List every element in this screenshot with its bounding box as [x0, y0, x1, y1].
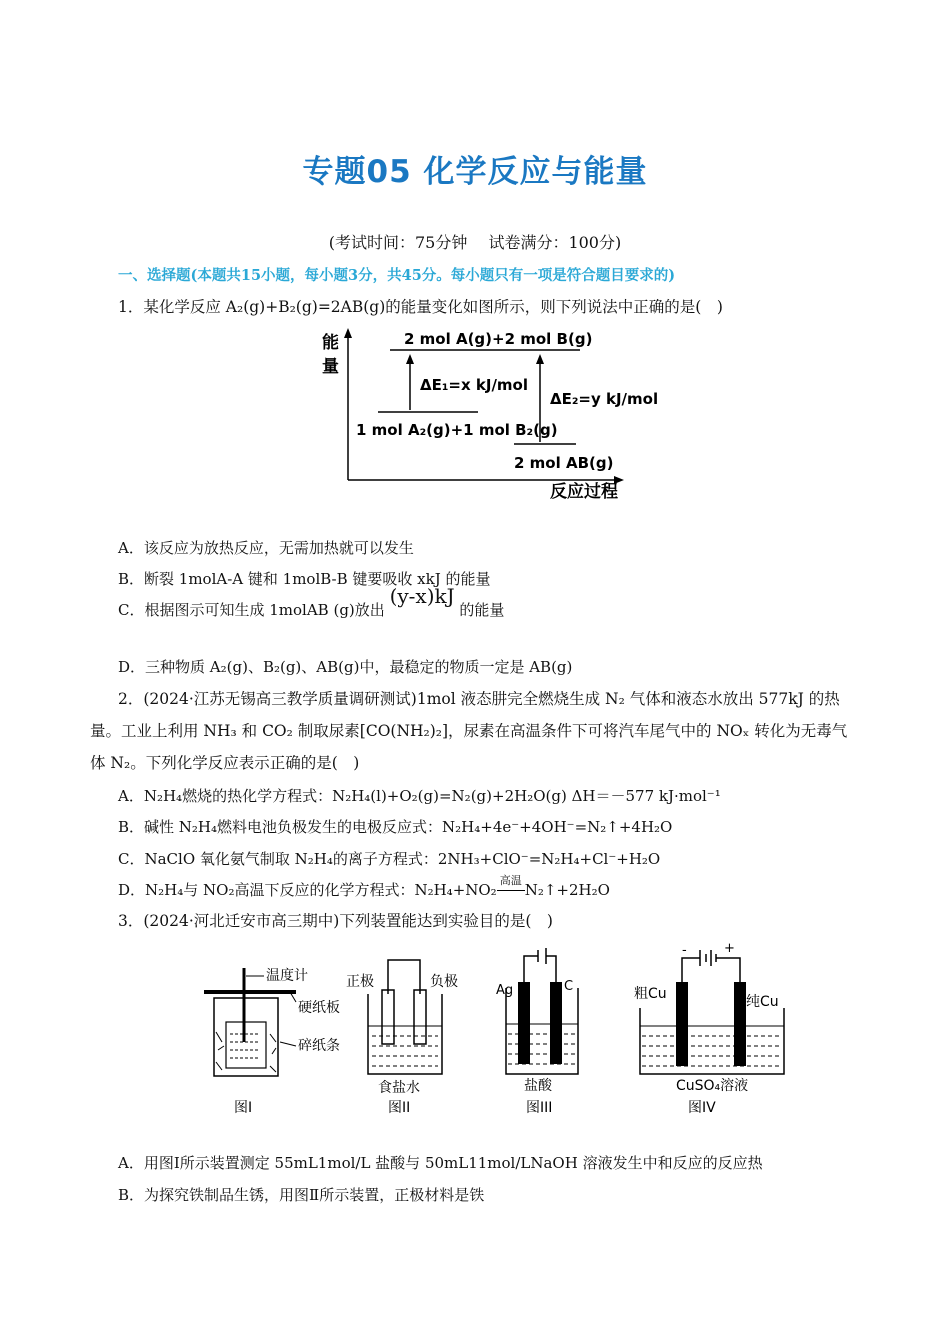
fig4-minus-label: -: [682, 943, 687, 958]
fig3-liquid-label: 盐酸: [524, 1078, 552, 1094]
q2-option-a[interactable]: A．N₂H₄燃烧的热化学方程式：N₂H₄(l)+O₂(g)=N₂(g)+2H₂O(g) ΔH＝－577 kJ·mol⁻¹: [118, 787, 721, 805]
fig1-thermometer-label: 温度计: [266, 968, 308, 984]
fig4-liquid-label: CuSO₄溶液: [676, 1078, 749, 1094]
q2-option-d-pre: D．N₂H₄与 NO₂高温下反应的化学方程式：N₂H₄+NO₂: [118, 881, 497, 899]
q1-stem: 1．某化学反应 A₂(g)+B₂(g)=2AB(g)的能量变化如图所示，则下列说法中正确的是( ): [118, 298, 723, 316]
section-heading: 一、选择题(本题共15小题，每小题3分，共45分。每小题只有一项是符合题目要求的): [118, 267, 676, 284]
delta-e1-label: ΔE₁=x kJ/mol: [420, 376, 529, 394]
q2-option-b[interactable]: B．碱性 N₂H₄燃料电池负极发生的电极反应式：N₂H₄+4e⁻+4OH⁻=N₂↑+4H₂O: [118, 818, 673, 836]
x-axis-label: 反应过程: [550, 482, 618, 502]
q2-option-d[interactable]: [118, 874, 610, 900]
q2-option-c[interactable]: C．NaClO 氧化氨气制取 N₂H₄的离子方程式：2NH₃+ClO⁻=N₂H₄+Cl⁻+H₂O: [118, 850, 661, 868]
figure-3: [494, 944, 594, 1118]
fig1-caption: 图I: [234, 1100, 253, 1116]
low-level-label: 2 mol AB(g): [514, 454, 614, 472]
q1-option-d[interactable]: D．三种物质 A₂(g)、B₂(g)、AB(g)中，最稳定的物质一定是 AB(g): [118, 658, 573, 676]
q2-option-d-post: N₂↑+2H₂O: [524, 881, 610, 899]
q2-line2: 量。工业上利用 NH₃ 和 CO₂ 制取尿素[CO(NH₂)₂]，尿素在高温条件下可将汽车尾气中的 NOₓ 转化为无毒气: [90, 722, 848, 740]
page-title: 专题05 化学反应与能量: [302, 154, 648, 190]
fig2-liquid-label: 食盐水: [378, 1080, 420, 1096]
fig1-board-label: 硬纸板: [298, 1000, 340, 1016]
figure-4: [632, 938, 792, 1118]
q1-option-c-pre: C．根据图示可知生成 1molAB (g)放出: [118, 601, 385, 619]
q3-option-a[interactable]: A．用图Ⅰ所示装置测定 55mL1mol/L 盐酸与 50mL11mol/LNaOH 溶液发生中和反应的反应热: [118, 1154, 763, 1172]
fig1-paper-label: 碎纸条: [298, 1038, 340, 1054]
q3-option-b[interactable]: B．为探究铁制品生锈，用图Ⅱ所示装置，正极材料是铁: [118, 1186, 485, 1204]
q1-option-c-post: 的能量: [459, 601, 505, 619]
fig3-left-label: Ag: [496, 983, 514, 998]
q2-line3: 体 N₂。下列化学反应表示正确的是( ): [90, 754, 360, 772]
fig3-right-label: C: [564, 979, 574, 994]
fig2-caption: 图II: [388, 1100, 411, 1116]
q3-stem: 3．(2024·河北迁安市高三期中)下列装置能达到实验目的是( ): [118, 912, 553, 930]
fig4-caption: 图IV: [688, 1100, 716, 1116]
fig2-pos-label: 正极: [346, 974, 374, 990]
mid-level-label: 1 mol A₂(g)+1 mol B₂(g): [356, 421, 558, 439]
energy-diagram: [318, 326, 668, 502]
top-level-label: 2 mol A(g)+2 mol B(g): [404, 330, 593, 348]
q2-line1: 2．(2024·江苏无锡高三教学质量调研测试)1mol 液态肼完全燃烧生成 N₂ 气体和液态水放出 577kJ 的热: [118, 690, 840, 708]
condition-text: 高温: [499, 874, 522, 887]
q1-option-c[interactable]: [118, 584, 505, 620]
q1-option-a[interactable]: A．该反应为放热反应，无需加热就可以发生: [118, 539, 414, 557]
y-axis-label-1: 能: [322, 333, 339, 353]
fig4-plus-label: +: [724, 941, 735, 956]
fig4-right-label: 纯Cu: [746, 994, 779, 1010]
y-axis-label-2: 量: [322, 357, 339, 377]
fig2-neg-label: 负极: [430, 974, 458, 990]
q1-option-b[interactable]: B．断裂 1molA-A 键和 1molB-B 键要吸收 xkJ 的能量: [118, 570, 491, 588]
figure-1: [200, 962, 360, 1118]
reaction-condition: [497, 874, 525, 899]
figure-2: [342, 950, 482, 1118]
fig4-left-label: 粗Cu: [634, 986, 667, 1002]
q1-option-c-expr: (y-x)kJ: [389, 584, 455, 608]
exam-info: (考试时间：75分钟 试卷满分：100分): [328, 233, 622, 252]
fig3-caption: 图III: [526, 1100, 553, 1116]
delta-e2-label: ΔE₂=y kJ/mol: [550, 390, 659, 408]
